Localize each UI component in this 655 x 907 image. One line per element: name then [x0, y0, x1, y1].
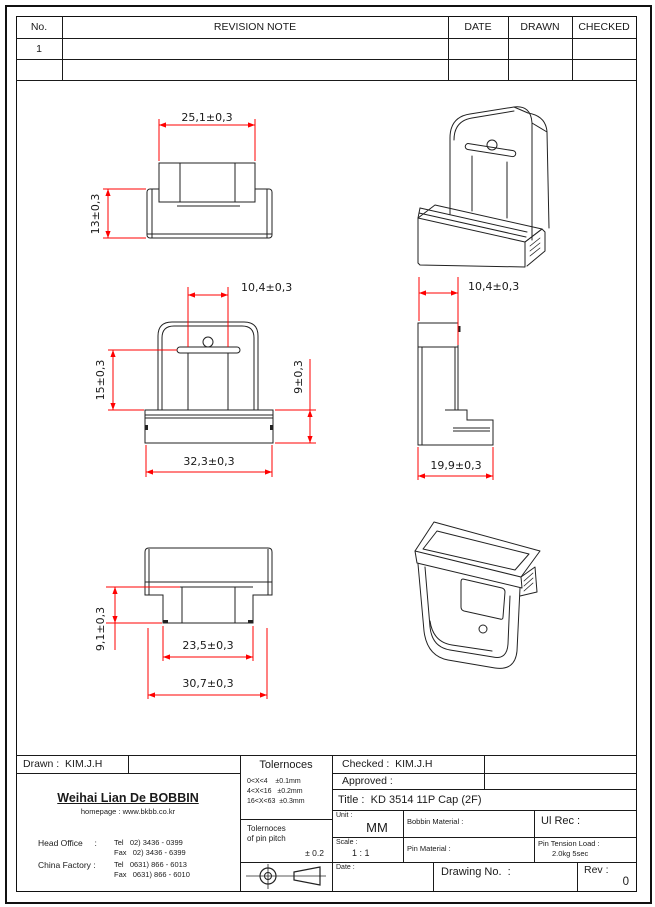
title-block-line	[240, 819, 332, 820]
svg-text:13±0,3: 13±0,3	[89, 193, 102, 235]
svg-text:10,4±0,3: 10,4±0,3	[241, 281, 293, 294]
rev-table-line	[16, 59, 636, 60]
scale-value: 1 : 1	[352, 848, 370, 858]
svg-text:32,3±0,3: 32,3±0,3	[183, 455, 235, 468]
rev-col-drawn: DRAWN	[520, 21, 560, 33]
title-field	[338, 789, 634, 810]
checked-value: KIM.J.H	[395, 758, 433, 770]
head-office-label: Head Office :	[38, 838, 97, 848]
projection-symbol-icon	[240, 863, 332, 890]
checked-field	[342, 755, 482, 773]
title-block-line	[16, 773, 240, 774]
dimension-bottom-inner-width	[163, 626, 253, 661]
title-block-line	[128, 755, 129, 773]
tolerance-row: 4<X<16 ±0.2mm	[247, 788, 303, 795]
bobbin-material-label: Bobbin Material :	[407, 817, 464, 826]
china-factory-fax: Fax 0631) 866 - 6010	[114, 870, 190, 879]
checked-label: Checked :	[342, 758, 390, 770]
pin-pitch-value: ± 0.2	[305, 848, 324, 858]
head-office-tel: Tel 02) 3436 - 0399	[114, 838, 183, 847]
unit-label: Unit :	[336, 812, 353, 819]
dimension-side-top-width	[419, 277, 519, 345]
svg-text:9,1±0,3: 9,1±0,3	[94, 606, 107, 652]
unit-value: MM	[366, 820, 388, 835]
svg-text:19,9±0,3: 19,9±0,3	[430, 459, 482, 472]
drawn-value: KIM.J.H	[65, 758, 103, 770]
pin-pitch-label-1: Tolernoces	[247, 824, 286, 833]
title-block-line	[403, 810, 404, 862]
title-block-line	[332, 837, 636, 838]
drawing-area	[16, 80, 636, 755]
title-block-line	[433, 862, 434, 891]
rev-col-checked: CHECKED	[578, 21, 630, 33]
isometric-view-bottom	[415, 522, 540, 668]
pin-material-label: Pin Material :	[407, 844, 451, 853]
rev-value: 0	[622, 876, 629, 888]
svg-text:10,4±0,3: 10,4±0,3	[468, 280, 520, 293]
title-block-line	[332, 755, 333, 891]
approved-label: Approved :	[342, 775, 393, 787]
dimension-top-width	[159, 111, 255, 161]
rev-label: Rev :	[584, 864, 609, 876]
tolerance-header: Tolernoces	[259, 759, 313, 771]
rev-table-line	[16, 38, 636, 39]
drawn-label: Drawn :	[23, 758, 60, 770]
company-name: Weihai Lian De BOBBIN	[57, 791, 199, 805]
date-label: Date :	[336, 864, 355, 871]
china-factory-label: China Factory :	[38, 860, 96, 870]
rev-col-date: DATE	[464, 21, 492, 33]
rev-col-no: No.	[30, 21, 48, 33]
isometric-view-top	[418, 107, 549, 267]
approved-field	[342, 773, 482, 789]
ul-rec-label: Ul Rec :	[541, 815, 581, 827]
pin-tension-label: Pin Tension Load :	[538, 839, 600, 848]
title-block-line	[534, 810, 535, 862]
dimension-front-left-height	[94, 350, 177, 410]
dimension-front-slot	[188, 281, 292, 347]
svg-text:23,5±0,3: 23,5±0,3	[182, 639, 234, 652]
title-block-line	[332, 810, 636, 811]
svg-text:9±0,3: 9±0,3	[292, 360, 305, 394]
title-block-line	[577, 862, 578, 891]
side-view	[418, 277, 519, 480]
svg-text:15±0,3: 15±0,3	[94, 359, 107, 401]
rev-row1-no: 1	[36, 42, 42, 55]
china-factory-tel: Tel 0631) 866 - 6013	[114, 860, 187, 869]
scale-label: Scale :	[336, 839, 358, 846]
svg-text:25,1±0,3: 25,1±0,3	[181, 111, 233, 124]
dimension-side-width	[418, 447, 493, 480]
bottom-view	[94, 548, 272, 699]
front-view	[94, 281, 316, 477]
pin-tension-value: 2.0kg 5sec	[552, 849, 589, 858]
title-block-line	[484, 755, 485, 789]
drawing-no-label: Drawing No. :	[441, 866, 511, 878]
rev-col-note: REVISION NOTE	[213, 21, 297, 33]
title-label: Title :	[338, 793, 365, 806]
head-office-fax: Fax 02) 3436 - 6399	[114, 848, 186, 857]
pin-pitch-label-2: of pin pitch	[247, 834, 286, 843]
tolerance-row: 16<X<63 ±0.3mm	[247, 798, 305, 805]
tolerance-row: 0<X<4 ±0.1mm	[247, 778, 301, 785]
dimension-front-right-height	[275, 359, 316, 443]
dimension-bottom-height	[94, 587, 180, 651]
dimension-front-width	[146, 445, 272, 477]
company-homepage: homepage : www.bkbb.co.kr	[80, 807, 176, 816]
dimension-top-height	[89, 189, 146, 238]
drawn-field	[23, 755, 127, 773]
svg-text:30,7±0,3: 30,7±0,3	[182, 677, 234, 690]
top-view	[89, 111, 272, 238]
title-value: KD 3514 11P Cap (2F)	[370, 793, 482, 806]
